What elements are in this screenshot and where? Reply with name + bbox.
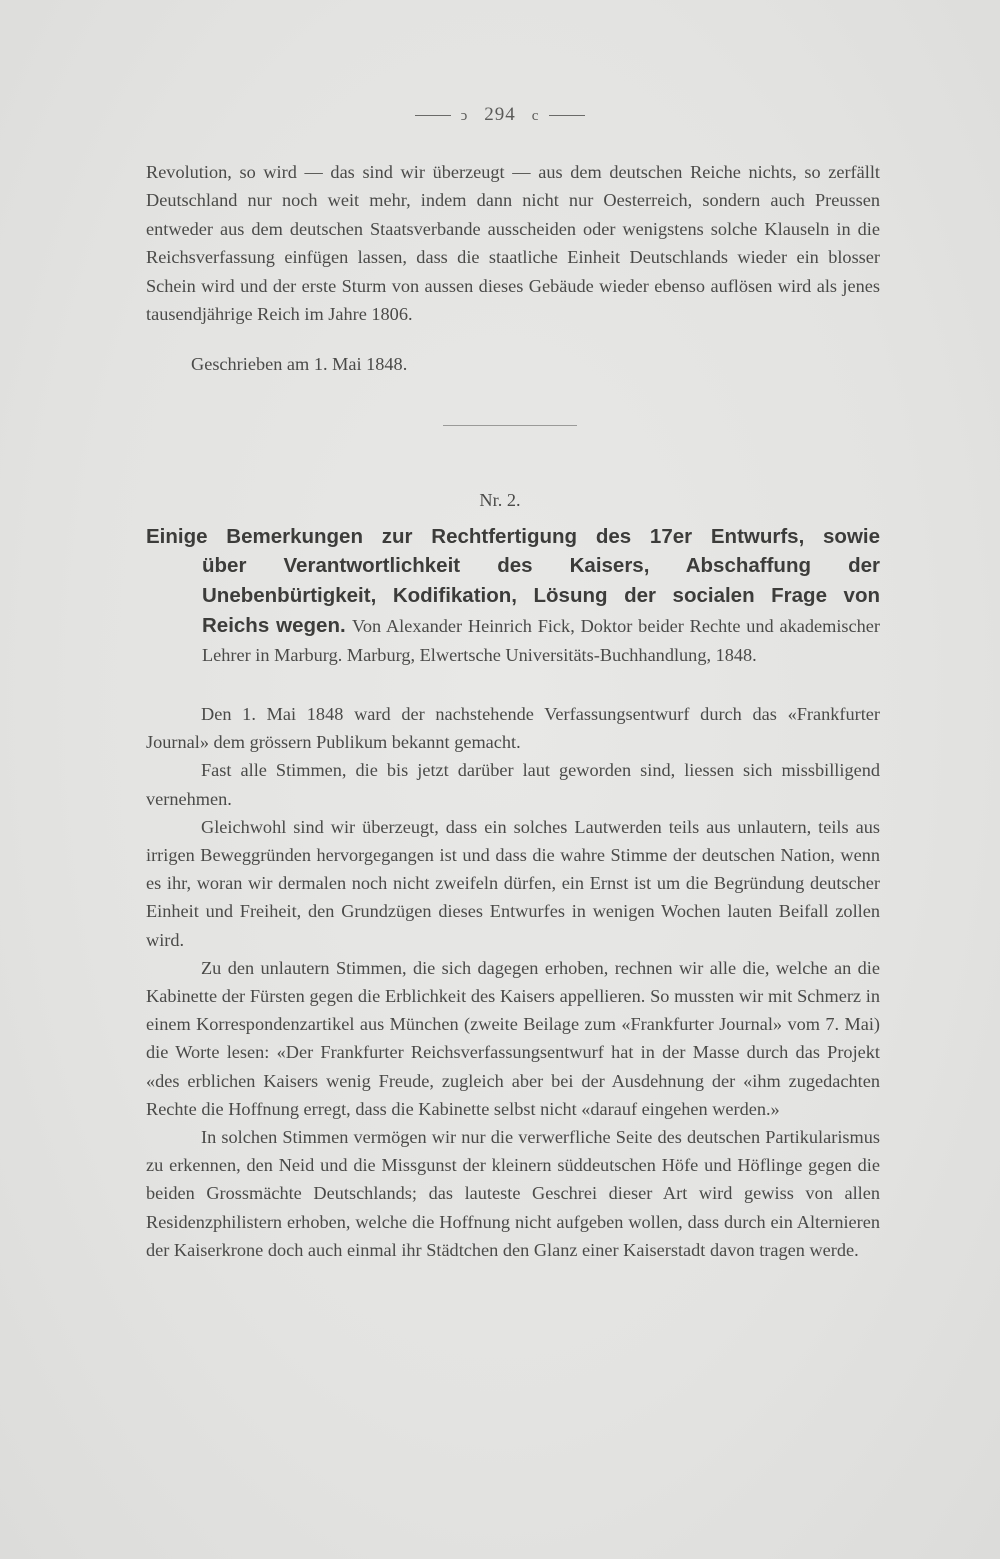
entry-number: Nr. 2. [479, 490, 521, 510]
section-separator [443, 425, 577, 426]
body-paragraph: Fast alle Stimmen, die bis jetzt darüber laut geworden sind, liessen sich missbilligend vernehmen. [146, 760, 880, 809]
page-number: 294 [484, 104, 516, 125]
dateline: Geschrieben am 1. Mai 1848. [191, 354, 408, 374]
body-text [146, 700, 880, 1264]
header-ornament-left: ↄ [460, 108, 469, 124]
body-paragraph: In solchen Stimmen vermögen wir nur die verwerfliche Seite des deutschen Partikularismus zu erkennen, den Neid und die Missgunst der kleinern süddeutschen Höfe und Höflinge gegen die beiden Grossmächte Deutschlands; das lauteste Geschrei dieser Art wird gewiss von allen Residenzphilistern erhoben, welche die Hoffnung nicht aufgeben wollen, dass durch ein Alternieren der Kaiserkrone doch auch einmal ihr Städtchen den Glanz einer Kaiserstadt davon tragen werde. [146, 1127, 880, 1260]
entry-imprint: Von Alexander Heinrich Fick, Doktor beider Rechte und akademischer Lehrer in Marburg. Marburg, Elwertsche Universitäts-Buchhandlung, 1848. [202, 616, 880, 665]
page-header [0, 104, 1000, 126]
body-paragraph: Den 1. Mai 1848 ward der nachstehende Verfassungsentwurf durch das «Frankfurter Journal» dem grössern Publikum bekannt gemacht. [146, 704, 880, 753]
body-paragraph: Zu den unlautern Stimmen, die sich dagegen erhoben, rechnen wir alle die, welche an die Kabinette der Fürsten gegen die Erblichkeit des Kaisers appellieren. So mussten wir mit Schmerz in einem Korrespondenzartikel aus München (zweite Beilage zum «Frankfurter Journal» vom 7. Mai) die Worte lesen: «Der Frankfurter Reichsverfassungsentwurf hat in der Masse durch das Projekt «des erblichen Kaisers wenig Freude, zugleich aber bei der Ausdehnung der «ihm zugedachten Rechte die Hoffnung erregt, dass die Kabinette selbst nicht «darauf eingehen werden.» [146, 957, 880, 1119]
body-paragraph: Gleichwohl sind wir überzeugt, dass ein solches Lautwerden teils aus unlautern, teils aus irrigen Beweggründen hervorgegangen ist und dass die wahre Stimme der deutschen Nation, wenn es ihr, woran wir dermalen noch nicht zweifeln dürfen, ein Ernst ist um die Begründung deutscher Einheit und Freiheit, den Grundzügen dieses Entwurfes in wenigen Wochen lauten Beifall zollen wird. [146, 816, 880, 950]
entry-title-rest: über Verantwortlichkeit des Kaisers, Abschaffung der Unebenbürtigkeit, Kodifikation, Lösung der socialen Frage von Reichs wegen. [202, 554, 880, 637]
header-rule-left [415, 115, 451, 116]
header-rule-right [549, 115, 585, 116]
entry-title-continuation [202, 551, 880, 670]
entry-title-first-line: Einige Bemerkungen zur Rechtfertigung des 17er Entwurfs, sowie [146, 525, 880, 548]
header-ornament-right: c [531, 108, 540, 124]
continued-paragraph: Revolution, so wird — das sind wir überzeugt — aus dem deutschen Reiche nichts, so zerfällt Deutschland nur noch weit mehr, indem dann nicht nur Oesterreich, sondern auch Preussen entweder aus dem deutschen Staatsverbande ausscheiden oder wenigstens solche Klauseln in die Reichsverfassung einfügen lassen, dass die staatliche Einheit Deutschlands wieder ein blosser Schein wird und der erste Sturm von aussen dieses Gebäude wieder ebenso auflösen wird als jenes tausendjährige Reich im Jahre 1806. [146, 162, 880, 325]
